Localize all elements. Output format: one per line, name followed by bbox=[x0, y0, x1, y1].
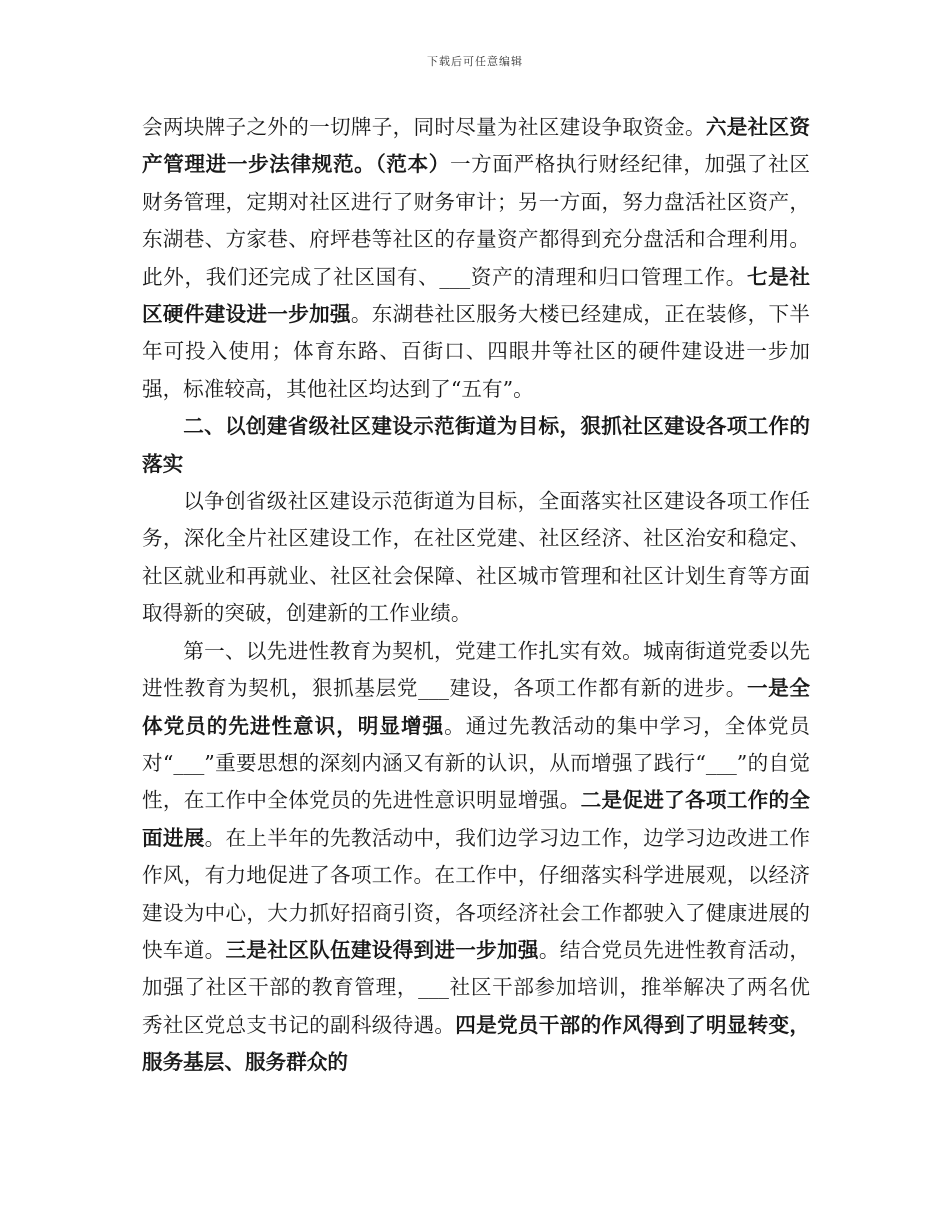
page-header: 下载后可任意编辑 bbox=[427, 55, 523, 68]
bold-text-run: 四是党员干部的作风得到了明显转变，服务基层、服务群众的 bbox=[142, 1012, 811, 1075]
bold-text-run: 一是全体党员的先进性意识，明显增强 bbox=[142, 676, 811, 738]
text-run: 以争创省级社区建设示范街道为目标，全面落实社区建设各项工作任务，深化全片社区建设工作，在社区党建、社区经济、社区治安和稳定、社区就业和再就业、社区社会保障、社区城市管理和社区计划生育等方面取得新的突破，创建新的工作业绩。 bbox=[142, 489, 810, 626]
text-run: 第一、以先进性教育为契机，党建工作扎实有效。城南街道党委以先进性教育为契机，狠抓基层党___建设，各项工作都有新的进步。 bbox=[142, 638, 810, 701]
text-run: 会两块牌子之外的一切牌子，同时尽量为社区建设争取资金。 bbox=[142, 115, 706, 139]
text-run: 。东湖巷社区服务大楼已经建成，正在装修，下半年可投入使用；体育东路、百街口、四眼井等社区的硬件建设进一步加强，标准较高，其他社区均达到了“五有”。 bbox=[142, 302, 811, 401]
text-run: 。通过先教活动的集中学习，全体党员对“___”重要思想的深刻内涵又有新的认识，从而增强了践行“___”的自觉性，在工作中全体党员的先进性意识明显增强。 bbox=[142, 713, 811, 813]
paragraph bbox=[142, 483, 810, 633]
paragraph bbox=[142, 633, 810, 1082]
bold-text-run: 六是社区资产管理进一步法律规范。（范本） bbox=[142, 115, 811, 177]
text-run: 。结合党员先进性教育活动，加强了社区干部的教育管理，___社区干部参加培训，推举解决了两名优秀社区党总支书记的副科级待遇。 bbox=[142, 937, 811, 1037]
bold-text-run: 二是促进了各项工作的全面进展 bbox=[142, 788, 811, 850]
bold-text-run: 七是社区硬件建设进一步加强 bbox=[142, 264, 811, 327]
heading-text: 二、以创建省级社区建设示范街道为目标，狠抓社区建设各项工作的落实 bbox=[142, 414, 810, 476]
section-heading bbox=[142, 408, 810, 483]
bold-text-run: 三是社区队伍建设得到进一步加强 bbox=[225, 937, 539, 962]
paragraph bbox=[142, 109, 810, 408]
document-body bbox=[142, 109, 810, 1082]
text-run: 一方面严格执行财经纪律，加强了社区财务管理，定期对社区进行了财务审计；另一方面，努力盘活社区资产，东湖巷、方家巷、府坪巷等社区的存量资产都得到充分盘活和合理利用。此外，我们还完成了社区国有、___资产的清理和归口管理工作。 bbox=[142, 152, 811, 289]
text-run: 。在上半年的先教活动中，我们边学习边工作，边学习边改进工作作风，有力地促进了各项工作。在工作中，仔细落实科学进展观，以经济建设为中心，大力抓好招商引资，各项经济社会工作都驶入了健康进展的快车道。 bbox=[142, 825, 811, 962]
